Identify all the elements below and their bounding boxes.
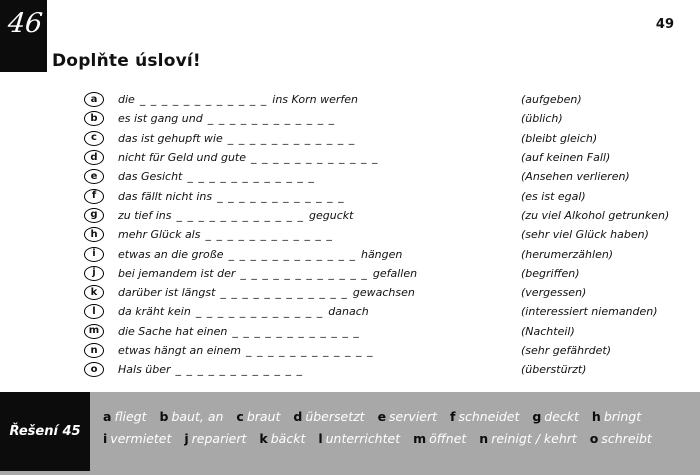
exercise-row-e [84,167,694,186]
solution-entry [318,431,400,446]
item-hint: (sehr gefährdet) [521,344,611,357]
solution-answer: schneidet [458,409,520,424]
exercise-row-i [84,244,694,263]
item-letter-badge [84,92,104,107]
item-letter-badge [84,343,104,358]
solution-answer: baut, an [171,409,224,424]
exercise-row-l [84,302,694,321]
item-letter-badge [84,169,104,184]
fill-blank: _ _ _ _ _ _ _ _ _ _ _ _ [240,266,368,280]
solution-letter: m [413,431,427,446]
solution-entry [236,409,280,424]
solution-letter: o [589,431,599,446]
solution-answer: vermietet [110,431,172,446]
item-text: die Sache hat einen _ _ _ _ _ _ _ _ _ _ _ _ [118,324,360,338]
solution-letter: k [259,431,268,446]
solutions-line-1 [103,406,693,428]
item-letter-badge [84,304,104,319]
exercise-row-m [84,322,694,341]
solution-entry [450,409,519,424]
page-title: Doplňte úsloví! [52,51,201,71]
solution-letter: d [293,409,303,424]
exercise-row-h [84,225,694,244]
item-hint: (aufgeben) [521,93,582,107]
item-letter-badge [84,227,104,242]
item-hint: (bleibt gleich) [521,131,598,145]
solution-letter: a [103,409,112,424]
solution-answer: repariert [191,431,247,446]
item-text: zu tief ins _ _ _ _ _ _ _ _ _ _ _ _ geguckt [118,208,354,222]
solution-entry [378,409,437,424]
solution-entry [103,431,171,446]
solution-letter: e [377,409,387,424]
exercise-row-d [84,148,694,167]
item-hint: (Ansehen verlieren) [521,170,630,184]
solution-answer: bringt [603,409,642,424]
solution-letter: n [479,431,489,446]
item-letter: h [90,228,98,240]
item-letter-badge [84,266,104,281]
item-letter-badge [84,111,104,126]
solution-answer: deckt [544,409,579,424]
item-letter: e [90,170,98,182]
item-letter-badge [84,131,104,146]
item-letter: d [90,151,98,163]
exercise-row-k [84,283,694,302]
item-hint: (herumerzählen) [521,247,614,261]
solution-entry [532,409,579,424]
exercise-row-j [84,264,694,283]
item-letter: a [90,93,98,105]
exercise-row-n [84,341,694,360]
solutions-label: Řešení 45 [9,424,81,439]
solution-answer: reinigt / kehrt [491,431,577,446]
item-letter: i [92,248,96,260]
solution-letter: i [103,431,108,446]
solution-letter: f [449,409,456,424]
item-text: etwas an die große _ _ _ _ _ _ _ _ _ _ _ _ hängen [118,247,403,261]
unit-number-box [0,0,47,72]
solution-entry [184,431,246,446]
solution-entry [592,409,641,424]
item-text: darüber ist längst _ _ _ _ _ _ _ _ _ _ _ _ gewachsen [118,286,415,300]
item-hint: (vergessen) [521,286,587,300]
solution-entry [413,431,466,446]
fill-blank: _ _ _ _ _ _ _ _ _ _ _ _ [187,170,315,184]
fill-blank: _ _ _ _ _ _ _ _ _ _ _ _ [207,112,336,126]
item-letter: k [90,286,98,298]
solution-answer: unterrichtet [325,431,401,446]
solution-entry [590,431,652,446]
solution-letter: b [159,409,169,424]
fill-blank: _ _ _ _ _ _ _ _ _ _ _ _ [232,324,360,338]
item-letter: f [91,190,97,202]
unit-number: 46 [6,8,44,39]
item-hint: (üblich) [521,112,563,126]
item-letter-badge [84,208,104,223]
solution-answer: öffnet [429,431,467,446]
solutions-line-2 [103,428,693,450]
item-hint: (es ist egal) [521,189,586,203]
fill-blank: _ _ _ _ _ _ _ _ _ _ _ _ [246,344,374,357]
exercise-row-f [84,186,694,205]
fill-blank: _ _ _ _ _ _ _ _ _ _ _ _ [251,151,379,165]
solution-letter: g [532,409,542,424]
fill-blank: _ _ _ _ _ _ _ _ _ _ _ _ [175,363,304,377]
solutions-label-box [0,392,90,471]
item-text: es ist gang und _ _ _ _ _ _ _ _ _ _ _ _ [118,112,336,126]
solution-entry [103,409,147,424]
exercise-row-c [84,129,694,148]
item-letter: m [88,325,100,337]
solution-letter: c [236,409,244,424]
exercise-row-g [84,206,694,225]
item-hint: (überstürzt) [521,363,587,377]
fill-blank: _ _ _ _ _ _ _ _ _ _ _ _ [227,131,356,145]
item-letter: j [92,267,96,279]
item-letter: o [90,363,98,375]
item-hint: (Nachteil) [521,324,575,338]
fill-blank: _ _ _ _ _ _ _ _ _ _ _ _ [228,247,356,261]
solution-letter: h [591,409,601,424]
solution-answer: übersetzt [305,409,365,424]
exercise-row-a [84,90,694,109]
solutions-text [103,406,693,450]
solution-entry [479,431,577,446]
item-text: etwas hängt an einem _ _ _ _ _ _ _ _ _ _ _ _ [118,344,374,357]
solution-letter: j [184,431,189,446]
page-number: 49 [655,17,674,32]
fill-blank: _ _ _ _ _ _ _ _ _ _ _ _ [195,305,324,319]
solution-answer: serviert [389,409,437,424]
item-text: das ist gehupft wie _ _ _ _ _ _ _ _ _ _ _ _ [118,131,356,145]
item-text: das Gesicht _ _ _ _ _ _ _ _ _ _ _ _ [118,170,315,184]
item-letter: l [92,305,96,317]
item-letter-badge [84,285,104,300]
solution-answer: schreibt [601,431,652,446]
solution-entry [259,431,305,446]
item-hint: (interessiert niemanden) [521,305,658,319]
item-text: da kräht kein _ _ _ _ _ _ _ _ _ _ _ _ danach [118,305,369,319]
item-letter: n [90,344,98,356]
solution-answer: fliegt [114,409,147,424]
item-letter: c [91,132,97,144]
item-hint: (auf keinen Fall) [521,151,611,165]
solution-answer: bäckt [270,431,306,446]
item-text: Hals über _ _ _ _ _ _ _ _ _ _ _ _ [118,363,304,377]
fill-blank: _ _ _ _ _ _ _ _ _ _ _ _ [176,208,304,222]
item-text: das fällt nicht ins _ _ _ _ _ _ _ _ _ _ _ _ [118,189,345,203]
item-text: bei jemandem ist der _ _ _ _ _ _ _ _ _ _ _ _ gefallen [118,266,418,280]
exercise-list [84,90,694,379]
fill-blank: _ _ _ _ _ _ _ _ _ _ _ _ [205,228,333,242]
solution-entry [293,409,364,424]
fill-blank: _ _ _ _ _ _ _ _ _ _ _ _ [139,93,268,107]
item-letter-badge [84,362,104,377]
solution-entry [160,409,224,424]
solution-letter: l [318,431,323,446]
item-letter-badge [84,247,104,262]
item-letter-badge [84,189,104,204]
item-letter-badge [84,324,104,339]
item-hint: (sehr viel Glück haben) [521,228,649,242]
item-text: mehr Glück als _ _ _ _ _ _ _ _ _ _ _ _ [118,228,333,242]
item-hint: (zu viel Alkohol getrunken) [521,208,670,222]
solution-answer: braut [246,409,281,424]
exercise-row-o [84,360,694,379]
item-hint: (begriffen) [521,266,580,280]
fill-blank: _ _ _ _ _ _ _ _ _ _ _ _ [217,189,345,203]
fill-blank: _ _ _ _ _ _ _ _ _ _ _ _ [220,286,348,300]
item-letter-badge [84,150,104,165]
solutions-bar [0,392,700,475]
item-text: nicht für Geld und gute _ _ _ _ _ _ _ _ _ _ _ _ [118,151,379,165]
item-letter: b [90,112,98,124]
item-letter: g [90,209,98,221]
exercise-row-b [84,109,694,128]
item-text: die _ _ _ _ _ _ _ _ _ _ _ _ ins Korn werfen [118,93,358,107]
